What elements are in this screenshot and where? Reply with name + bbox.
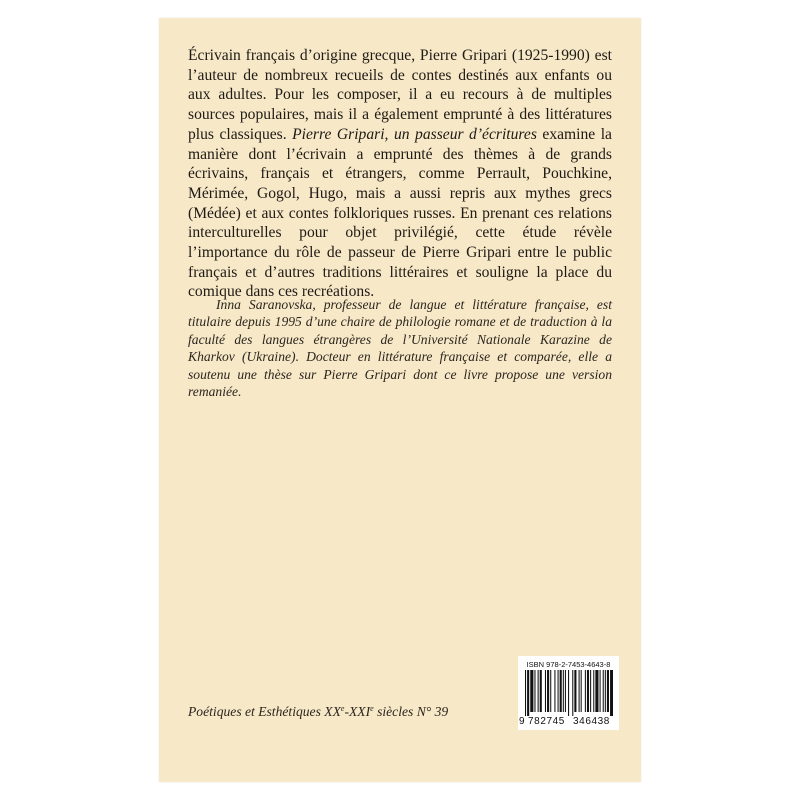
barcode-digit-first: 9 bbox=[519, 716, 525, 727]
series-line bbox=[188, 704, 448, 720]
barcode-bar bbox=[579, 670, 580, 712]
book-summary bbox=[188, 46, 612, 302]
author-bio: Inna Saranovska, professeur de langue et littérature française, est titulaire depuis 1995 d’une chaire de philologie romane et de traduction à la faculté des langues étrangères de l’Université Nationale Karazine de Kharkov (Ukraine). Docteur en littérature française et comparée, elle a soutenu une thèse sur Pierre Gripari dont ce livre propose une version remaniée. bbox=[188, 297, 612, 400]
barcode-bar bbox=[593, 670, 594, 712]
barcode-bar bbox=[563, 670, 564, 712]
barcode-bar bbox=[538, 670, 539, 712]
barcode-bar bbox=[540, 670, 542, 712]
barcode-bar bbox=[527, 670, 529, 716]
barcode-bar bbox=[590, 670, 591, 712]
barcode-bars bbox=[525, 670, 613, 716]
barcode-bar bbox=[600, 670, 601, 712]
barcode-bar bbox=[525, 670, 526, 716]
series-sup-1: e bbox=[340, 704, 345, 713]
series-prefix: Poétiques et Esthétiques XX bbox=[188, 704, 341, 719]
series-suffix: siècles N° 39 bbox=[373, 704, 449, 719]
barcode-bar bbox=[550, 670, 551, 712]
summary-part-2: examine la manière dont l’écrivain a emprunté des thèmes à de grands écrivains, français et étrangers, comme Perrault, Pouchkine, Mérimée, Gogol, Hugo, mais a aussi repris aux mythes grecs (Médée) et aux contes folkloriques russes. En prenant ces relations interculturelles pour objet privilégié, cette étude révèle l’importance du rôle de passeur de Pierre Gripari entre le public français et d’autres traditions littéraires et souligne la place du comique dans ces recréations. bbox=[188, 125, 612, 301]
barcode-bar bbox=[554, 670, 555, 712]
barcode-digits-right: 346438 bbox=[573, 716, 610, 727]
book-title-italic: Pierre Gripari, un passeur d’écritures bbox=[292, 125, 537, 143]
series-sup-2: e bbox=[370, 704, 374, 713]
barcode-bar bbox=[565, 670, 566, 712]
barcode-digits-left: 782745 bbox=[528, 716, 565, 727]
barcode-bar bbox=[572, 670, 573, 716]
series-mid: -XXI bbox=[344, 704, 371, 719]
barcode-bar bbox=[547, 670, 549, 712]
barcode-bar bbox=[574, 670, 576, 712]
back-cover bbox=[159, 18, 641, 782]
isbn-label: ISBN 978-2-7453-4643-8 bbox=[526, 660, 611, 669]
barcode-bar bbox=[560, 670, 562, 712]
barcode-bar bbox=[568, 670, 569, 716]
barcode-bar bbox=[607, 670, 609, 712]
summary-part-1: Écrivain français d’origine grecque, Pierre Gripari (1925-1990) est l’auteur de nombreux recueils de contes destinés aux enfants ou aux adultes. Pour les composer, il a eu recours à de multiples sources populaires, mais il a également emprunté à des littératures plus classiques. bbox=[188, 47, 612, 143]
barcode-bar bbox=[545, 670, 546, 712]
barcode-bar bbox=[534, 670, 535, 712]
barcode-bar bbox=[581, 670, 582, 712]
isbn-barcode bbox=[518, 656, 619, 730]
barcode-bar bbox=[605, 670, 606, 712]
barcode-bar bbox=[610, 670, 613, 716]
barcode-bar bbox=[585, 670, 586, 712]
barcode-bar bbox=[603, 670, 604, 712]
barcode-bar bbox=[558, 670, 559, 712]
barcode-bar bbox=[587, 670, 589, 712]
barcode-bar bbox=[530, 670, 533, 712]
barcode-bar bbox=[595, 670, 598, 712]
